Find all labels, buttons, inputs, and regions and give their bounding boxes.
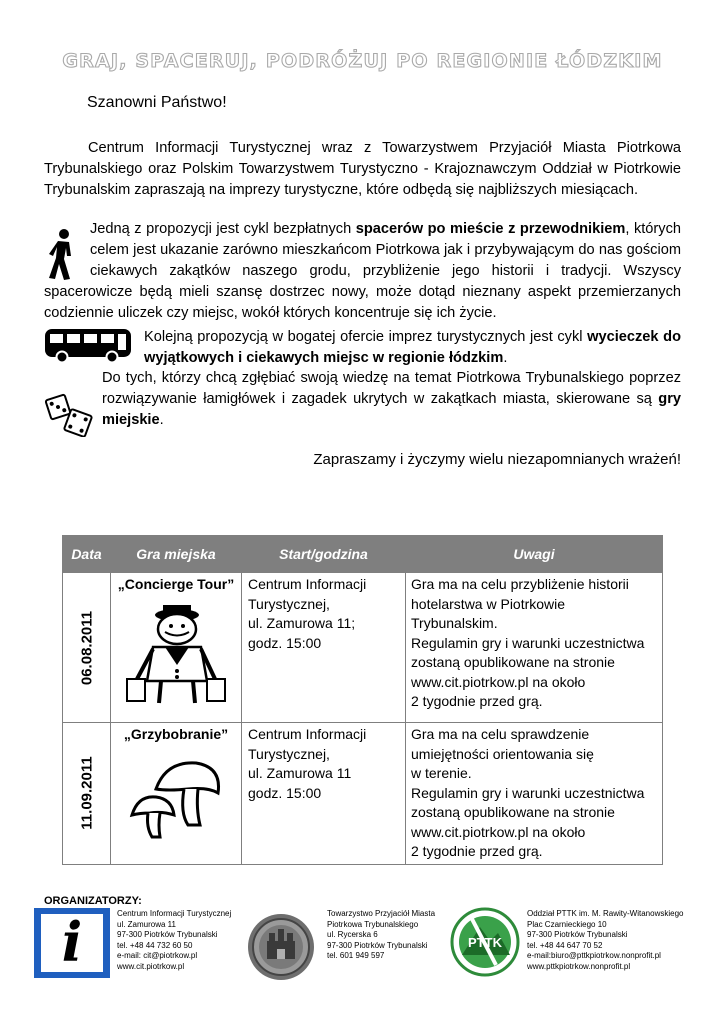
table-header-row <box>63 536 663 573</box>
note-line: Gra ma na celu sprawdzenie <box>411 726 590 742</box>
trips-end: . <box>503 350 508 366</box>
note-line: Gra ma na celu przybliżenie historii <box>411 576 629 592</box>
note-line: Trybunalskim. <box>411 615 498 631</box>
notes-cell <box>406 723 663 865</box>
organizer-tpm <box>327 909 435 962</box>
event-date: 11.09.2011 <box>77 756 95 830</box>
org-line: e-mail:biuro@pttkpiotrkow.nonprofit.pl <box>527 951 661 961</box>
game-cell <box>111 573 242 723</box>
org-line: www.cit.piotrkow.pl <box>117 961 185 971</box>
note-line: Regulamin gry i warunki uczestnictwa <box>411 784 645 801</box>
note-line: w terenie. <box>411 765 472 781</box>
org-line: Oddział PTTK im. M. Rawity-Witanowskiego <box>527 909 684 918</box>
table-row <box>63 573 663 723</box>
start-line: Turystycznej, <box>248 595 330 612</box>
header-game: Gra miejska <box>111 536 242 573</box>
start-cell <box>242 723 406 865</box>
note-line: www.cit.piotrkow.pl na około <box>411 823 586 840</box>
pttk-logo <box>450 907 520 977</box>
org-line: tel. +48 44 647 70 52 <box>527 940 603 950</box>
icon-spacer <box>44 219 90 279</box>
games-paragraph <box>44 368 681 431</box>
walks-paragraph <box>44 219 681 324</box>
start-line: ul. Zamurowa 11; <box>248 615 356 631</box>
notes-cell <box>406 573 663 723</box>
icon-spacer <box>44 389 102 431</box>
note-line: zostaną opublikowane na stronie <box>411 654 615 670</box>
closing-line: Zapraszamy i życzymy wielu niezapomnianych wrażeń! <box>313 451 681 468</box>
concierge-illustration <box>121 599 231 709</box>
org-line: ul. Zamurowa 11 <box>117 919 176 929</box>
games-end: . <box>159 412 164 428</box>
org-line: tel. +48 44 732 60 50 <box>117 940 193 950</box>
start-line: ul. Zamurowa 11 <box>248 765 352 781</box>
organizers-label: ORGANIZATORZY: <box>44 895 142 907</box>
org-line: ul. Rycerska 6 <box>327 930 378 940</box>
org-line: Towarzystwo Przyjaciół Miasta <box>327 909 436 918</box>
org-line: tel. 601 949 597 <box>327 951 385 961</box>
game-name: „Concierge Tour” <box>117 576 235 592</box>
date-cell <box>63 723 111 865</box>
page-title: GRAJ, SPACERUJ, PODRÓŻUJ PO REGIONIE ŁÓDZKIM <box>62 50 663 72</box>
walks-rest: , których celem jest ukazanie zarówno mieszkańcom Piotrkowa jak i przybywającym do nas gościom ciekawych zakątków naszego grodu, przybliżenie jego historii i tradycji. Wszyscy spacerowicze będą mieli szansę dostrzec nowy, może dotąd nieznany aspekt przemierzanych codziennie uliczek czy miejsc, wokół których koncentruje się ich życie. <box>44 221 681 321</box>
trips-intro: Kolejną propozycją w bogatej ofercie imprez turystycznych jest cykl <box>144 329 588 345</box>
game-cell <box>111 723 242 865</box>
start-line: godz. 15:00 <box>248 784 322 801</box>
header-start: Start/godzina <box>242 536 406 573</box>
org-line: e-mail: cit@piotrkow.pl <box>117 951 198 961</box>
start-line: Turystycznej, <box>248 745 330 762</box>
org-line: www.pttkpiotrkow.nonprofit.pl <box>527 961 631 971</box>
games-intro: Do tych, którzy chcą zgłębiać swoją wiedzę na temat Piotrkowa Trybunalskiego poprzez rozwiązywanie łamigłówek i zagadek ukrytych w zakątkach miasta, skierowane są <box>102 370 681 407</box>
date-cell <box>63 573 111 723</box>
org-line: 97-300 Piotrków Trybunalski <box>327 940 428 950</box>
pttk-logo-text: PTTK <box>468 935 502 950</box>
header-notes: Uwagi <box>406 536 663 573</box>
events-table <box>62 535 663 865</box>
start-line: godz. 15:00 <box>248 634 322 651</box>
note-line: Regulamin gry i warunki uczestnictwa <box>411 634 645 651</box>
walks-intro: Jedną z propozycji jest cykl bezpłatnych <box>90 221 356 237</box>
note-line: hotelarstwa w Piotrkowie <box>411 595 566 612</box>
header-date: Data <box>63 536 111 573</box>
note-line: 2 tygodnie przed grą. <box>411 693 543 709</box>
trips-paragraph <box>44 327 681 369</box>
org-line: 97-300 Piotrków Trybunalski <box>527 930 628 940</box>
note-line: www.cit.piotrkow.pl na około <box>411 673 586 690</box>
tourist-info-logo <box>34 908 110 978</box>
games-highlight: gry miejskie <box>102 391 681 428</box>
intro-paragraph: Centrum Informacji Turystycznej wraz z Towarzystwem Przyjaciół Miasta Piotrkowa Trybunalskiego oraz Polskim Towarzystwem Turystyczno - Krajoznawczym Oddział w Piotrkowie Trybunalskim zapraszają na imprezy turystyczne, które odbędą się najbliższych miesiącach. <box>44 140 681 198</box>
org-line: 97-300 Piotrków Trybunalski <box>117 930 218 940</box>
table-row <box>63 723 663 865</box>
organizer-cit <box>117 909 231 973</box>
start-cell <box>242 573 406 723</box>
note-line: umiejętności orientowania się <box>411 745 594 762</box>
event-date: 06.08.2011 <box>77 610 95 685</box>
org-line: Plac Czarnieckiego 10 <box>527 919 607 929</box>
start-line: Centrum Informacji <box>248 576 367 592</box>
org-line: Piotrkowa Trybunalskiego <box>327 919 419 929</box>
org-line: Centrum Informacji Turystycznej <box>117 909 232 918</box>
note-line: zostaną opublikowane na stronie <box>411 804 615 820</box>
greeting: Szanowni Państwo! <box>87 94 227 111</box>
note-line: 2 tygodnie przed grą. <box>411 843 543 859</box>
trips-highlight: wycieczek do wyjątkowych i ciekawych miejsc w regionie łódzkim <box>144 329 681 366</box>
info-logo-letter: i <box>61 910 83 974</box>
start-line: Centrum Informacji <box>248 726 367 742</box>
organizer-pttk <box>527 909 683 973</box>
mushrooms-illustration <box>126 753 226 843</box>
walks-highlight: spacerów po mieście z przewodnikiem <box>355 221 626 237</box>
society-coin-logo <box>247 913 315 981</box>
game-name: „Grzybobranie” <box>123 726 229 742</box>
